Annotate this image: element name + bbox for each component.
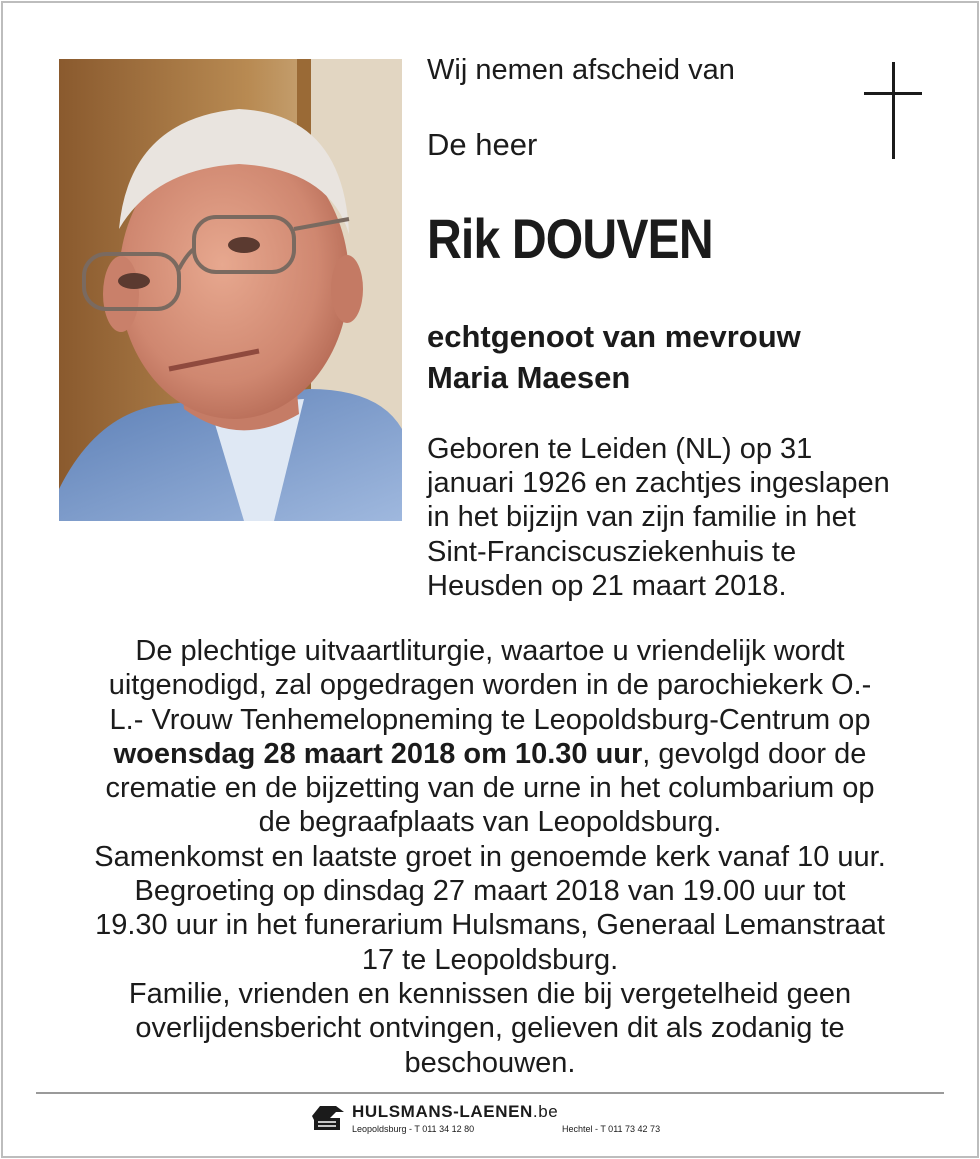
spouse-name: Maria Maesen xyxy=(427,360,631,395)
spouse-block xyxy=(427,316,801,398)
funeral-details xyxy=(40,634,940,1080)
text-line: Sint-Franciscusziekenhuis te xyxy=(427,535,797,568)
brand-name: HULSMANS-LAENEN xyxy=(352,1102,533,1121)
text-line: in het bijzijn van zijn familie in het xyxy=(427,501,856,534)
text-line: overlijdensbericht ontvingen, gelieven dit als zodanig te xyxy=(135,1012,845,1045)
funeral-home-logo-icon xyxy=(310,1102,346,1134)
address-hechtel: Hechtel - T 011 73 42 73 xyxy=(562,1124,661,1134)
deceased-name: Rik DOUVEN xyxy=(427,207,713,270)
text-line: 19.30 uur in het funerarium Hulsmans, Generaal Lemanstraat xyxy=(95,909,885,942)
text-line: L.- Vrouw Tenhemelopneming te Leopoldsburg-Centrum op xyxy=(109,703,871,736)
footer-divider xyxy=(36,1092,944,1094)
text-line: uitgenodigd, zal opgedragen worden in de parochiekerk O.- xyxy=(108,669,872,702)
birth-death-paragraph xyxy=(427,432,937,603)
text-line: crematie en de bijzetting van de urne in het columbarium op xyxy=(105,772,875,805)
text-fragment: , gevolgd door de xyxy=(642,737,867,770)
funeral-home-footer xyxy=(310,1100,690,1140)
text-line: De plechtige uitvaartliturgie, waartoe u vriendelijk wordt xyxy=(135,635,845,667)
text-line: Begroeting op dinsdag 27 maart 2018 van 19.00 uur tot xyxy=(134,875,846,908)
honorific-title: De heer xyxy=(427,127,538,162)
ceremony-datetime: woensdag 28 maart 2018 om 10.30 uur xyxy=(113,737,643,770)
text-line: januari 1926 en zachtjes ingeslapen xyxy=(427,467,890,500)
text-line: de begraafplaats van Leopoldsburg. xyxy=(258,806,722,839)
text-line: Geboren te Leiden (NL) op 31 xyxy=(427,433,813,465)
funeral-home-name xyxy=(352,1102,558,1122)
brand-tld: .be xyxy=(532,1102,559,1121)
text-line: 17 te Leopoldsburg. xyxy=(361,943,619,976)
text-line: beschouwen. xyxy=(404,1046,576,1079)
text-line: Samenkomst en laatste groet in genoemde kerk vanaf 10 uur. xyxy=(94,840,886,873)
text-line xyxy=(40,737,940,771)
portrait-photo xyxy=(59,59,402,521)
address-leopoldsburg: Leopoldsburg - T 011 34 12 80 xyxy=(352,1124,475,1134)
intro-text: Wij nemen afscheid van xyxy=(427,54,735,86)
cross-icon xyxy=(864,62,922,159)
text-line: Familie, vrienden en kennissen die bij vergetelheid geen xyxy=(128,977,852,1010)
spouse-line: echtgenoot van mevrouw xyxy=(427,319,801,354)
text-line: Heusden op 21 maart 2018. xyxy=(427,569,787,602)
